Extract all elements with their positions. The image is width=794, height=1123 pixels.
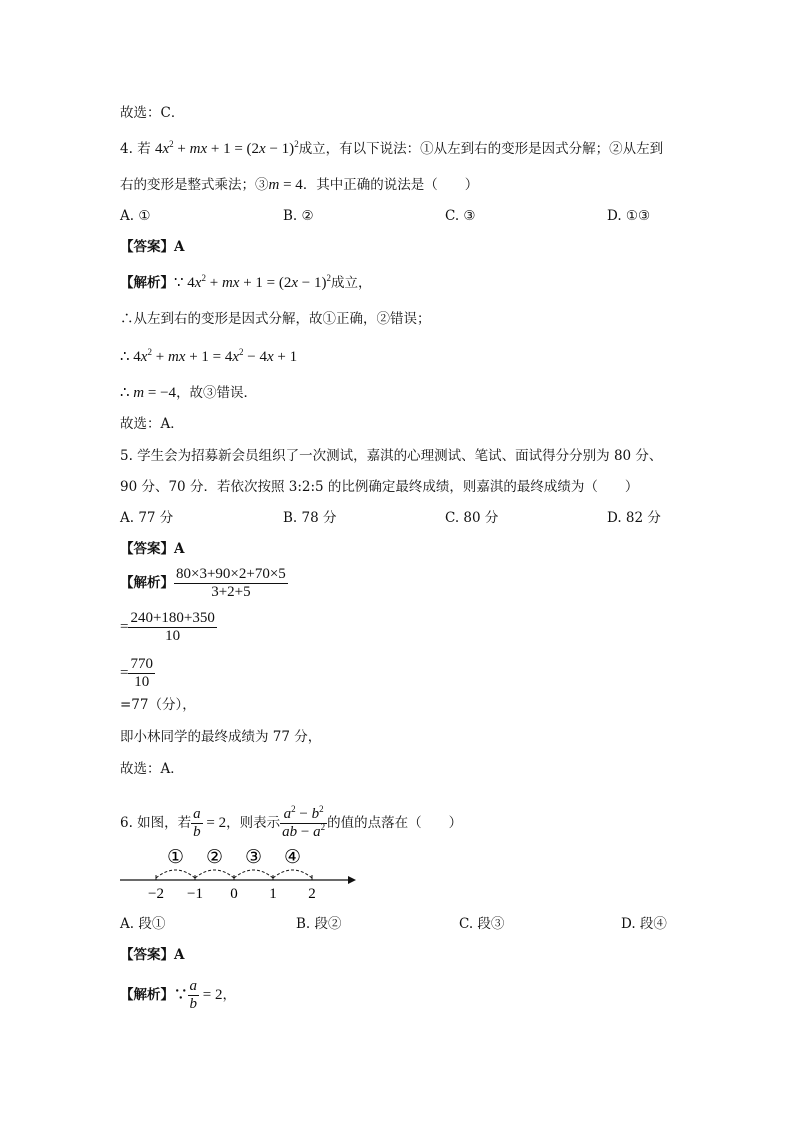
q6-text-c: 的值的点落在（ ） <box>327 815 463 831</box>
q4-line2 <box>120 176 478 194</box>
q4-analysis-suffix: 成立， <box>331 275 372 291</box>
q5-analysis-line2: = $\frac{240+180+350}{10}$ <box>120 610 215 644</box>
q4-answer: 【答案】A <box>120 239 185 255</box>
segment-label: ③ <box>244 847 263 868</box>
q5-answer: 【答案】A <box>120 541 185 557</box>
tick-label: 0 <box>230 886 238 902</box>
q6-line1: 6. 如图，若 $\frac{a}{b}$ = 2，则表示 $\frac{a^2 - b^2}{ab - a^2}$ 的值的点落在（ ） <box>120 804 463 840</box>
segment-label: ④ <box>283 847 302 868</box>
segment-arc <box>273 870 312 878</box>
q6-fraction-expression: $\frac{a^2 - b^2}{ab - a^2}$ <box>282 804 326 840</box>
q4-step3-suffix: ，故③错误． <box>176 385 258 401</box>
q4-step1: ∴从左到右的变形是因式分解，故①正确，②错误； <box>120 311 431 327</box>
q6-option-d: D. 段④ <box>621 916 667 932</box>
q4-option-a: A. ① <box>120 208 151 224</box>
q4-step3 <box>120 384 257 402</box>
q4-step2-equation: ∴ $4x^2$ + mx + $1 = 4x^2 - 4x + 1$ <box>120 347 298 365</box>
q4-number: 4. <box>120 141 133 157</box>
q5-summary: 即小林同学的最终成绩为 77 分， <box>120 729 322 745</box>
q6-option-c: C. 段③ <box>459 916 505 932</box>
q6-option-a: A. 段① <box>120 916 166 932</box>
tick-label: −2 <box>148 886 164 902</box>
q4-if: 若 <box>137 141 151 157</box>
q5-line2: 90 分、70 分．若依次按照 3:2:5 的比例确定最终成绩，则嘉淇的最终成绩为（ ） <box>120 479 639 495</box>
q5-fraction-1: $\frac{80\times 3+90\times 2+70\times 5}{3+2+5}$ <box>176 566 286 600</box>
segment-label: ② <box>205 847 224 868</box>
tick-label: 1 <box>269 886 277 902</box>
q5-option-c: C. 80 分 <box>445 510 499 526</box>
q6-number-line <box>116 842 356 904</box>
q5-analysis-line1 <box>120 566 288 601</box>
tick-label: 2 <box>308 886 316 902</box>
q4-option-d: D. ①③ <box>607 208 651 224</box>
q6-text-b: ，则表示 <box>226 815 281 831</box>
q6-option-b: B. 段② <box>296 916 342 932</box>
q4-analysis-equation: ∵ $4x^2$ + mx + $1 = (2x - 1)^2$ <box>174 273 331 291</box>
q6-text-a: 6. 如图，若 <box>120 815 192 831</box>
q5-fraction-2: $\frac{240+180+350}{10}$ <box>130 610 215 644</box>
q4-option-c: C. ③ <box>445 208 476 224</box>
q5-analysis-line3: = $\frac{770}{10}$ <box>120 656 153 690</box>
segment-arc <box>195 870 234 878</box>
q4-step3-equation: ∴ m = −4 <box>120 385 177 401</box>
tick-label: −1 <box>187 886 203 902</box>
prev-choice: 故选：C． <box>120 105 185 121</box>
q5-option-d: D. 82 分 <box>607 510 661 526</box>
segment-arc <box>234 870 273 878</box>
q5-analysis-label: 【解析】 <box>120 575 174 591</box>
q5-line1: 5. 学生会为招募新会员组织了一次测试，嘉淇的心理测试、笔试、面试得分分别为 80 分、 <box>120 448 663 464</box>
q4-step2 <box>120 348 297 366</box>
q4-line1 <box>120 140 663 158</box>
segment-arc <box>156 870 195 878</box>
q6-analysis-fraction: $\frac{a}{b}$ <box>189 978 197 1012</box>
q5-option-b: B. 78 分 <box>283 510 337 526</box>
q6-analysis-label: 【解析】∵ <box>120 987 188 1003</box>
q4-analysis <box>120 274 372 292</box>
q5-fraction-3: $\frac{770}{10}$ <box>130 656 153 690</box>
q4-analysis-label: 【解析】 <box>120 275 174 291</box>
q6-analysis: 【解析】∵ $\frac{a}{b}$ = 2， <box>120 978 236 1012</box>
q4-line2-text-a: 右的变形是整式乘法；③ <box>120 177 269 193</box>
q5-result: =77（分）， <box>120 697 196 713</box>
q5-choice: 故选：A． <box>120 761 184 777</box>
q4-option-b: B. ② <box>283 208 314 224</box>
q4-m-equals-4: m = 4 <box>268 177 303 193</box>
q6-fraction-a-over-b: $\frac{a}{b}$ <box>193 806 201 840</box>
q5-option-a: A. 77 分 <box>120 510 174 526</box>
segment-label: ① <box>166 847 185 868</box>
q6-analysis-tail: ， <box>222 987 236 1003</box>
q6-answer: 【答案】A <box>120 947 185 963</box>
q4-line2-text-b: ．其中正确的说法是（ ） <box>302 177 479 193</box>
q4-equation: $4x^2$ + mx + $1 = (2x - 1)^2$ <box>154 139 299 157</box>
q4-choice: 故选：A． <box>120 416 184 432</box>
q4-line1-text: 成立，有以下说法：①从左到右的变形是因式分解；②从左到 <box>298 141 664 157</box>
